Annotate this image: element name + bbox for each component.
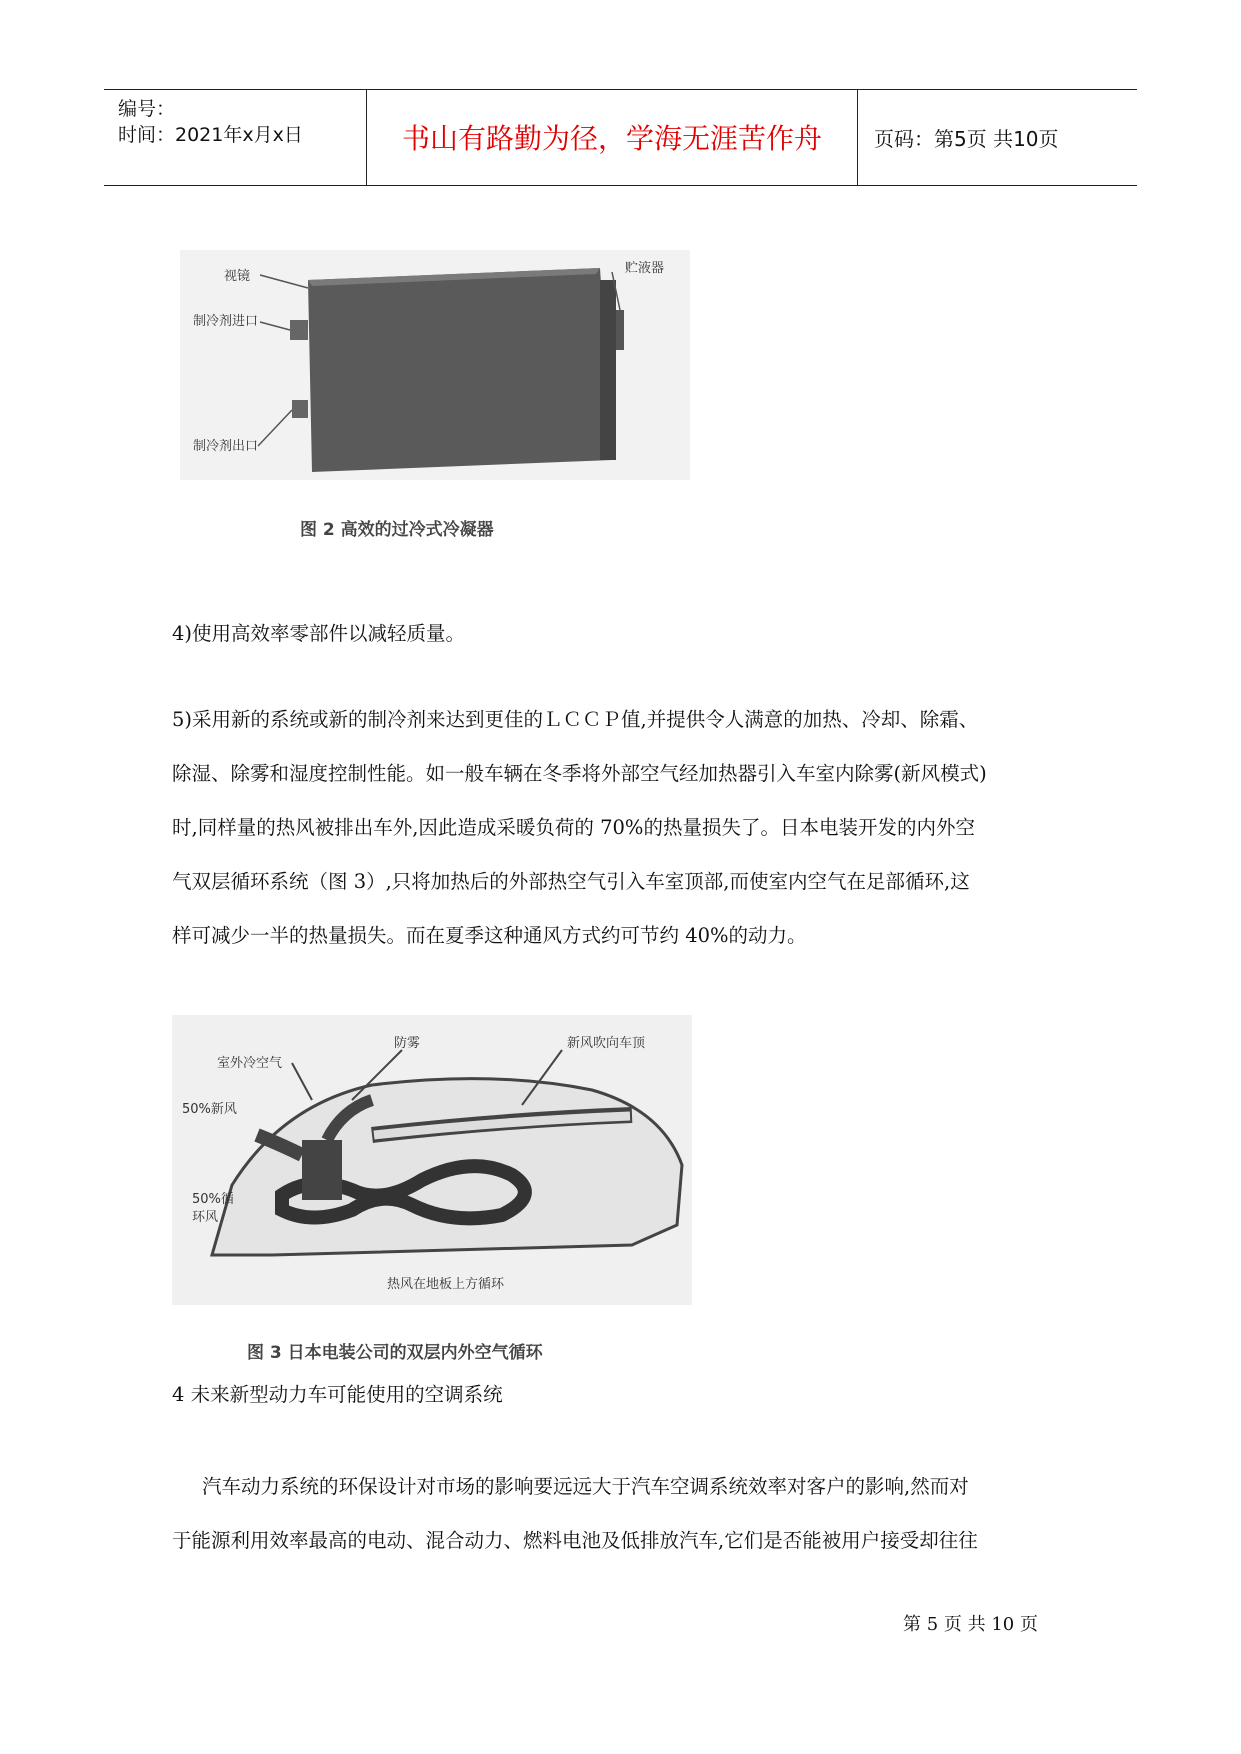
document-header (104, 89, 1137, 186)
section-4-body (172, 1460, 1072, 1568)
paragraph-line: 除湿、除雾和湿度控制性能。如一般车辆在冬季将外部空气经加热器引入车室内除雾(新风模式) (172, 762, 987, 785)
header-meta-cell (104, 90, 367, 185)
paragraph-line: 于能源利用效率最高的电动、混合动力、燃料电池及低排放汽车,它们是否能被用户接受却往往 (172, 1529, 978, 1552)
label-fresh-air-to-roof: 新风吹向车顶 (567, 1036, 646, 1051)
section-heading-text: 4 未来新型动力车可能使用的空调系统 (172, 1383, 503, 1406)
header-motto: 书山有路勤为径，学海无涯苦作舟 (401, 122, 822, 155)
page-footer: 第 5 页 共 10 页 (903, 1614, 1038, 1635)
paragraph-line: 5)采用新的系统或新的制冷剂来达到更佳的ＬＣＣＰ值,并提供令人满意的加热、冷却、除霜、 (172, 708, 979, 731)
label-floor-circulation: 热风在地板上方循环 (387, 1277, 505, 1292)
label-receiver: 贮液器 (625, 261, 665, 276)
paragraph-line: 样可减少一半的热量损失。而在夏季这种通风方式约可节约 40%的动力。 (172, 924, 807, 947)
label-fresh-air-50: 50%新风 (182, 1102, 237, 1117)
figure-2-caption: 图 2 高效的过冷式冷凝器 (300, 520, 494, 540)
label-recirc-50: 50%循 (192, 1192, 234, 1207)
airflow-illustration (172, 1015, 692, 1305)
paragraph-line: 气双层循环系统（图 3）,只将加热后的外部热空气引入车室顶部,而使室内空气在足部循环,这 (172, 870, 970, 893)
paragraph-item-4 (172, 607, 1072, 661)
condenser-illustration (180, 250, 690, 480)
label-refrigerant-inlet: 制冷剂进口 (192, 314, 258, 329)
label-outside-cold-air: 室外冷空气 (217, 1056, 283, 1071)
label-antifog: 防雾 (394, 1036, 421, 1051)
figure-2-condenser-image (180, 250, 690, 480)
document-time-label: 时间：2021年x月x日 (118, 124, 303, 146)
label-refrigerant-outlet: 制冷剂出口 (192, 439, 258, 454)
paragraph-line: 汽车动力系统的环保设计对市场的影响要远远大于汽车空调系统效率对客户的影响,然而对 (202, 1475, 969, 1498)
header-page-cell (858, 90, 1137, 185)
section-4-heading (172, 1368, 1072, 1422)
header-page-info: 页码：第5页 共10页 (874, 127, 1059, 151)
figure-3-airflow-image (172, 1015, 692, 1305)
header-motto-cell (367, 90, 858, 185)
figure-3-caption: 图 3 日本电装公司的双层内外空气循环 (247, 1343, 543, 1363)
paragraph-line: 时,同样量的热风被排出车外,因此造成采暖负荷的 70%的热量损失了。日本电装开发的内外空 (172, 816, 975, 839)
label-recirc-air: 环风 (192, 1210, 219, 1225)
document-number-label: 编号： (118, 98, 176, 120)
label-sight-glass: 视镜 (223, 269, 250, 284)
paragraph-line: 4)使用高效率零部件以减轻质量。 (172, 622, 466, 645)
paragraph-item-5 (172, 693, 1072, 963)
